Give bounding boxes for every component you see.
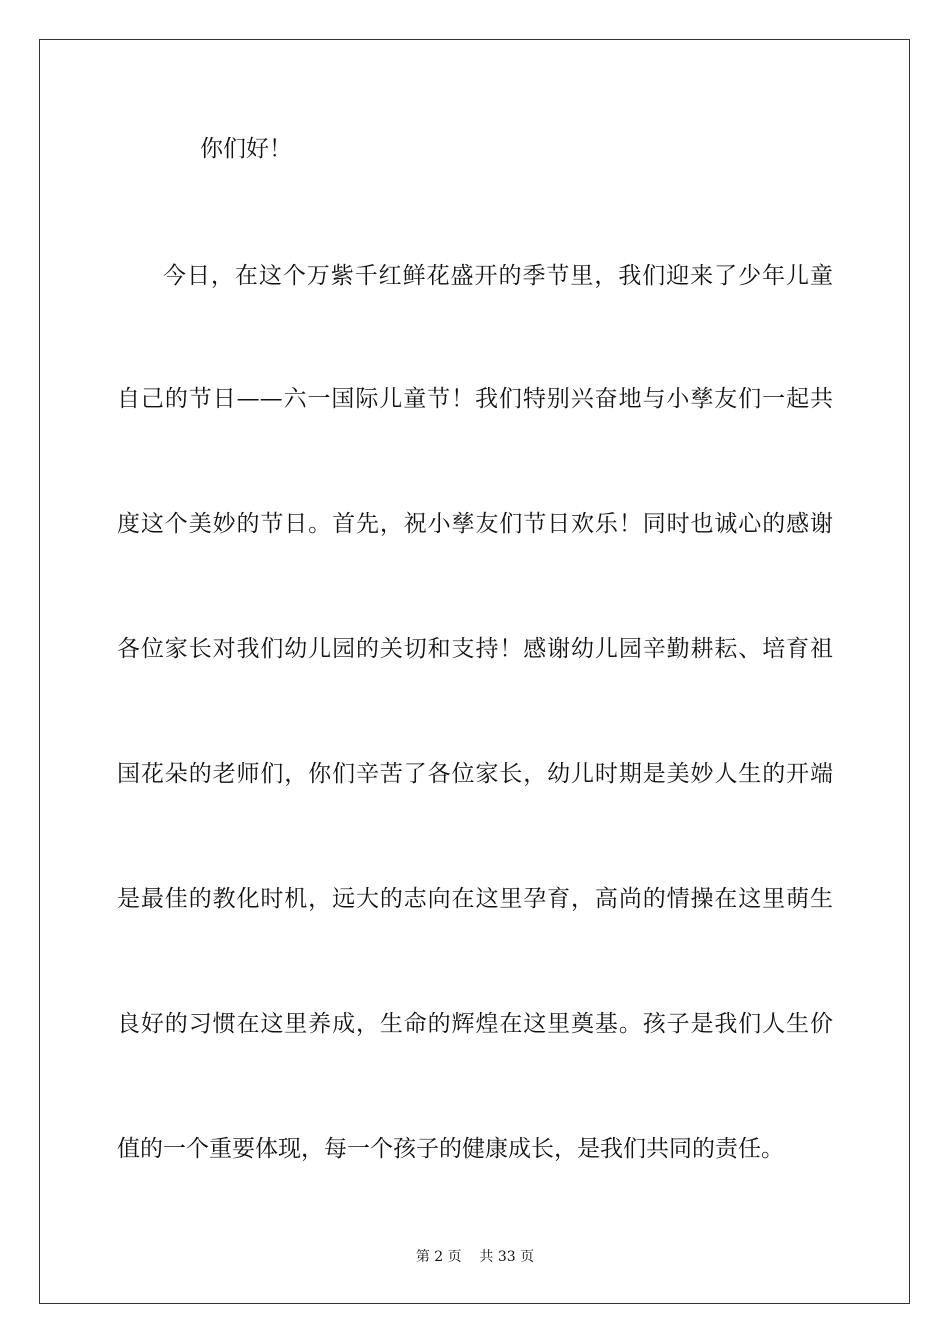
paragraph-line: 度这个美妙的节日。首先，祝小孳友们节日欢乐！同时也诚心的感谢	[117, 511, 833, 537]
page-border	[39, 39, 910, 1304]
page-number-footer: 第 2 页 共 33 页	[415, 1249, 535, 1265]
paragraph-line: 良好的习惯在这里养成，生命的辉煌在这里奠基。孩子是我们人生价	[117, 1011, 833, 1037]
paragraph-line: 是最佳的教化时机，远大的志向在这里孕育，高尚的情操在这里萌生	[117, 886, 833, 912]
paragraph-line: 自己的节日——六一国际儿童节！我们特别兴奋地与小孳友们一起共	[117, 386, 833, 412]
paragraph-line: 今日，在这个万紫千红鲜花盛开的季节里，我们迎来了少年儿童	[163, 263, 833, 289]
paragraph-line: 国花朵的老师们，你们辛苦了各位家长，幼儿时期是美妙人生的开端	[117, 761, 833, 787]
greeting: 你们好！	[200, 136, 292, 162]
paragraph-line: 值的一个重要体现，每一个孩子的健康成长，是我们共同的责任。	[117, 1136, 784, 1162]
paragraph-line: 各位家长对我们幼儿园的关切和支持！感谢幼儿园辛勤耕耘、培育祖	[117, 636, 833, 662]
